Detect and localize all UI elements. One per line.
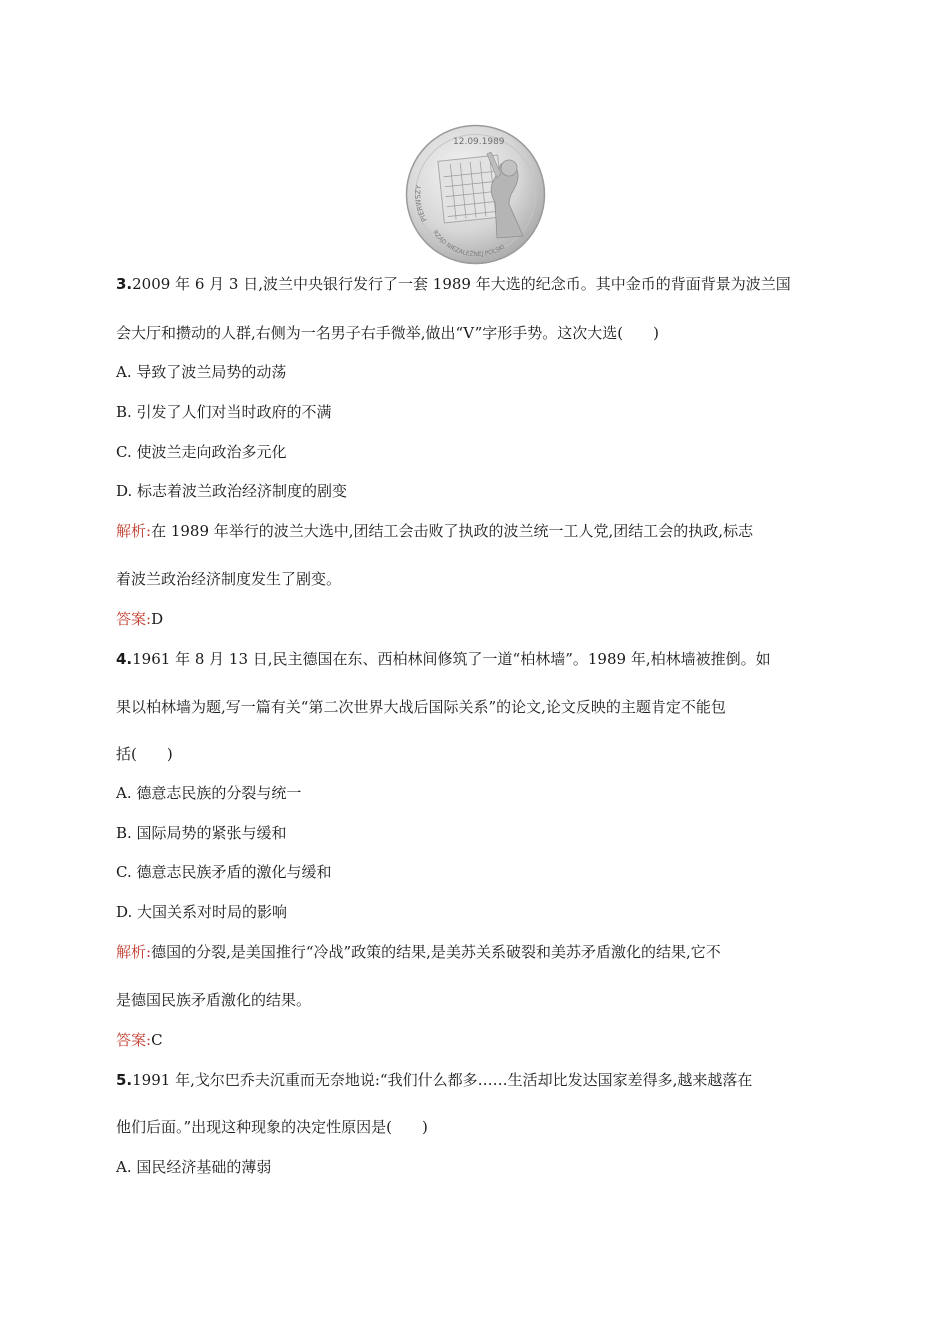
q5-stem-line-1: 5.1991 年,戈尔巴乔夫沉重而无奈地说:“我们什么都多……生活却比发达国家差得多,越来越落在 xyxy=(116,1071,753,1089)
q4-option-b: B. 国际局势的紧张与缓和 xyxy=(116,824,287,842)
q5-option-a: A. 国民经济基础的薄弱 xyxy=(116,1158,272,1176)
q3-option-d: D. 标志着波兰政治经济制度的剧变 xyxy=(116,482,348,500)
q3-analysis-line-2: 着波兰政治经济制度发生了剧变。 xyxy=(116,570,342,588)
q4-analysis-label: 解析: xyxy=(116,943,152,961)
q4-option-a: A. 德意志民族的分裂与统一 xyxy=(116,784,302,802)
q4-stem-line-3: 括( ) xyxy=(116,745,173,763)
q5-stem-line-2: 他们后面。”出现这种现象的决定性原因是( ) xyxy=(116,1118,428,1136)
q4-stem-line-2: 果以柏林墙为题,写一篇有关“第二次世界大战后国际关系”的论文,论文反映的主题肯定不能包 xyxy=(116,698,726,716)
q3-stem-line-1: 3.2009 年 6 月 3 日,波兰中央银行发行了一套 1989 年大选的纪念币。其中金币的背面背景为波兰国 xyxy=(116,275,791,293)
q4-stem-line-1: 4.1961 年 8 月 13 日,民主德国在东、西柏林间修筑了一道“柏林墙”。1989 年,柏林墙被推倒。如 xyxy=(116,650,771,668)
q3-option-b: B. 引发了人们对当时政府的不满 xyxy=(116,403,332,421)
q3-option-a: A. 导致了波兰局势的动荡 xyxy=(116,363,287,381)
q4-answer xyxy=(116,1030,163,1050)
q3-answer xyxy=(116,609,163,629)
q4-answer-value: C xyxy=(151,1031,163,1049)
q3-answer-value: D xyxy=(151,610,164,628)
coin-date-text: 12.09.1989 xyxy=(453,137,505,147)
q3-answer-label: 答案: xyxy=(116,610,152,628)
q3-number: 3. xyxy=(116,275,133,293)
q3-analysis-line-1: 解析:在 1989 年举行的波兰大选中,团结工会击败了执政的波兰统一工人党,团结工会的执政,标志 xyxy=(116,522,754,540)
q3-stem-line-2: 会大厅和攒动的人群,右侧为一名男子右手微举,做出“V”字形手势。这次大选( ) xyxy=(116,324,659,342)
q5-number: 5. xyxy=(116,1071,133,1089)
q4-analysis-line-2: 是德国民族矛盾激化的结果。 xyxy=(116,991,312,1009)
q4-option-c: C. 德意志民族矛盾的激化与缓和 xyxy=(116,863,332,881)
q4-answer-label: 答案: xyxy=(116,1031,152,1049)
coin-inscription-left: PIERWSZY xyxy=(414,184,429,223)
q4-number: 4. xyxy=(116,650,133,668)
commemorative-coin-image xyxy=(405,124,546,265)
q4-analysis-line-1: 解析:德国的分裂,是美国推行“冷战”政策的结果,是美苏关系破裂和美苏矛盾激化的结果,它不 xyxy=(116,943,721,961)
q3-option-c: C. 使波兰走向政治多元化 xyxy=(116,443,287,461)
q4-option-d: D. 大国关系对时局的影响 xyxy=(116,903,288,921)
q3-analysis-label: 解析: xyxy=(116,522,152,540)
coin-inscription-bottom: RZĄD NIEZALEŻNEJ POLSKI xyxy=(431,229,507,259)
